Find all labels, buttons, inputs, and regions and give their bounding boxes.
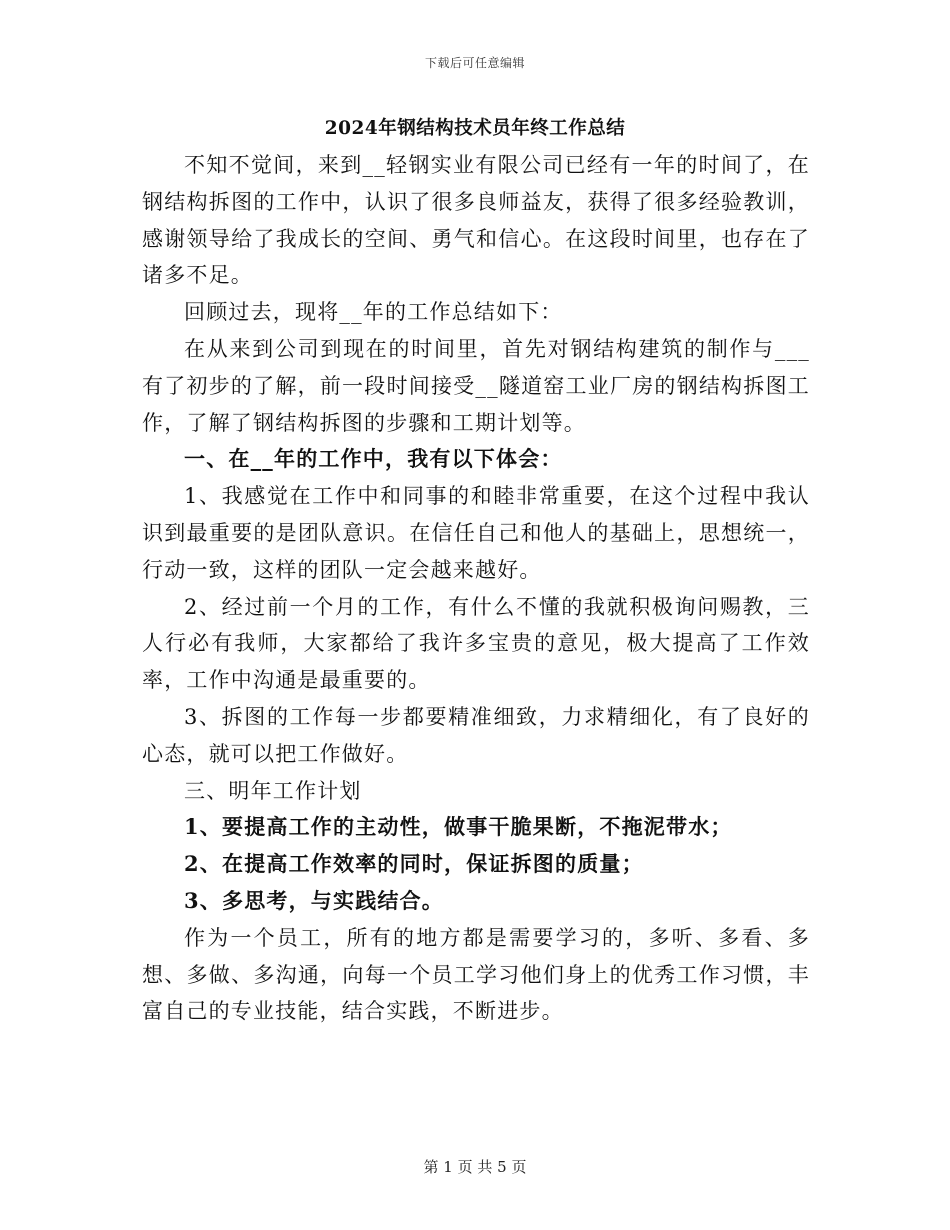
plan-item-3: 3、多思考，与实践结合。: [184, 887, 445, 913]
page-number: 第 1 页 共 5 页: [423, 1158, 527, 1176]
section-heading-plan: 三、明年工作计划: [184, 778, 362, 803]
section-heading-insights: 一、在__年的工作中，我有以下体会：: [184, 446, 563, 472]
plan-item-2: 2、在提高工作效率的同时，保证拆图的质量；: [184, 851, 644, 877]
header-note: 下载后可任意编辑: [424, 56, 525, 70]
insight-item-2: 2、经过前一个月的工作，有什么不懂的我就积极询问赐教，三人行必有我师，大家都给了我许多宝贵的意见，极大提高了工作效率，工作中沟通是最重要的。: [142, 594, 810, 693]
paragraph-closing: 作为一个员工，所有的地方都是需要学习的，多听、多看、多想、多做、多沟通，向每一个员工学习他们身上的优秀工作习惯，丰富自己的专业技能，结合实践，不断进步。: [142, 925, 810, 1024]
insight-item-3: 3、拆图的工作每一步都要精准细致，力求精细化，有了良好的心态，就可以把工作做好。: [142, 704, 810, 766]
plan-item-1: 1、要提高工作的主动性，做事干脆果断，不拖泥带水；: [184, 814, 733, 840]
paragraph-intro: 不知不觉间，来到__轻钢实业有限公司已经有一年的时间了，在钢结构拆图的工作中，认识了很多良师益友，获得了很多经验教训，感谢领导给了我成长的空间、勇气和信心。在这段时间里，也存在了诸多不足。: [142, 153, 810, 288]
insight-item-1: 1、我感觉在工作中和同事的和睦非常重要，在这个过程中我认识到最重要的是团队意识。在信任自己和他人的基础上，思想统一，行动一致，这样的团队一定会越来越好。: [142, 484, 810, 582]
paragraph-review: 回顾过去，现将__年的工作总结如下：: [184, 300, 563, 325]
document-body: [142, 147, 810, 1030]
paragraph-experience: 在从来到公司到现在的时间里，首先对钢结构建筑的制作与___有了初步的了解，前一段时间接受__隧道窑工业厂房的钢结构拆图工作，了解了钢结构拆图的步骤和工期计划等。: [142, 336, 810, 435]
document-title: 2024年钢结构技术员年终工作总结: [324, 118, 626, 139]
